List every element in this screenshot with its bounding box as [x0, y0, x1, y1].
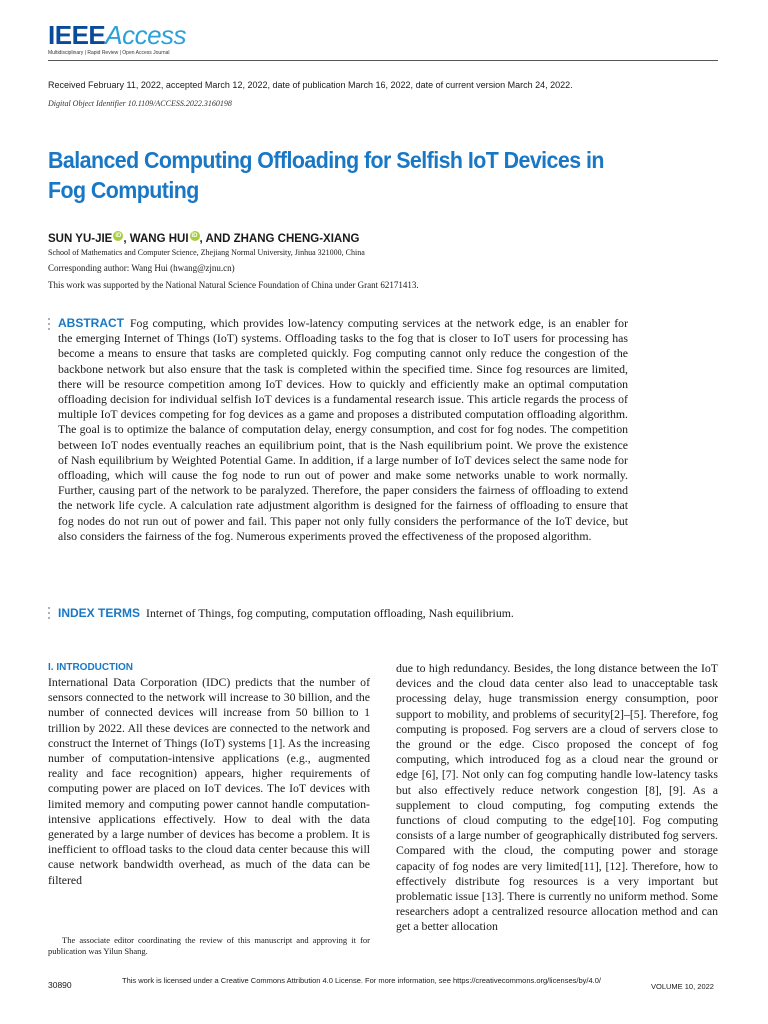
abstract-text: Fog computing, which provides low-latency computing services at the network edge, is an enabler for the emerging Internet of Things (IoT) systems. Offloading tasks to the fog that is closer to IoT users for processing has become a means to ensure that tasks are completed quickly. Fog computing cannot only reduce the congestion of the backbone network but also ensure that the task is completed within the specified time. Since fog resources are limited, there will be resource competition among IoT devices. How to quickly and efficiently make an optimal computation offloading decision for individual selfish IoT devices is a fundamental research issue. This article regards the process of multiple IoT devices competing for fog devices as a game and proposes a distributed computation offloading algorithm. The goal is to optimize the balance of computation delay, energy consumption, and cost for fog nodes. The competition between IoT nodes eventually reaches an equilibrium point, that is the Nash equilibrium point. We prove the existence of Nash equilibrium by Weighted Potential Game. In addition, if a large number of IoT devices select the same node for offloading, which will cause the fog node to run out of power and make some networks unable to work normally. Further, causing part of the network to be paralyzed. Therefore, the paper considers the fairness of offloading to extend the network life cycle. A calculation rate adjustment algorithm is designed for the fairness of offloading to ensure that fog nodes do not run out of power and fail. This paper not only fully considers the performance of the IoT device, but also considers the fairness of the fog. Numerous experiments proved the effectiveness of the proposed algorithm.: [58, 316, 628, 543]
index-terms-text: Internet of Things, fog computing, computation offloading, Nash equilibrium.: [146, 606, 514, 620]
intro-paragraph-left: International Data Corporation (IDC) predicts that the number of sensors connected to the network will increase to 30 billion, and the number of connected devices will increase from 50 billion to 1 trillion by 2022. All these devices are connected to the network and construct the Internet of Things (IoT) systems [1]. As the increasing number of computation-intensive applications (e.g., augmented reality and face recognition) appears, higher requirements of computing power are placed on IoT devices. The IoT devices with limited memory and computing power cannot handle computation-intensive applications effectively. How to deal with the data generated by a large number of devices has become a problem. It is inefficient to offload tasks to the cloud data center because this will cause network bandwidth overhead, as much of the data can be filtered: [48, 675, 370, 887]
author-name: WANG HUI: [129, 233, 189, 245]
orcid-icon[interactable]: iD: [115, 233, 122, 239]
section-heading: I. INTRODUCTION: [48, 662, 133, 673]
logo-wordmark: [48, 22, 186, 48]
journal-logo: [48, 22, 186, 56]
body-column-right: [396, 661, 718, 935]
doi-line[interactable]: Digital Object Identifier 10.1109/ACCESS.2022.3160198: [48, 99, 232, 108]
logo-ieee: IEEE: [48, 20, 106, 50]
abstract: [58, 316, 628, 544]
orcid-icon[interactable]: iD: [191, 233, 198, 239]
header-divider: [48, 60, 718, 61]
abstract-marker-icon: [48, 318, 52, 333]
index-terms-label: INDEX TERMS: [58, 606, 141, 620]
page-number: 30890: [48, 980, 72, 990]
volume-label: VOLUME 10, 2022: [651, 982, 714, 991]
index-terms-marker-icon: [48, 607, 52, 622]
author-name: , AND ZHANG CHENG-XIANG: [199, 233, 360, 245]
body-column-left: [48, 661, 370, 888]
received-dates: Received February 11, 2022, accepted March 12, 2022, date of publication March 16, 2022, date of current version March 24, 2022.: [48, 80, 573, 90]
funding-note: This work was supported by the National Natural Science Foundation of China under Grant 62171413.: [48, 280, 419, 290]
author-list: SUN YU-JIE iD , WANG HUI iD , AND ZHANG CHENG-XIANG: [48, 233, 360, 245]
index-terms: [58, 606, 514, 621]
abstract-label: ABSTRACT: [58, 316, 124, 330]
license-note[interactable]: This work is licensed under a Creative Commons Attribution 4.0 License. For more information, see https://creativecommons.org/licenses/by/4.0/: [122, 976, 601, 985]
logo-tagline: Multidisciplinary | Rapid Review | Open Access Journal: [48, 50, 170, 56]
editor-footnote: The associate editor coordinating the review of this manuscript and approving it for publication was Yilun Shang.: [48, 935, 370, 956]
logo-access: Access: [105, 20, 187, 50]
corresponding-author: Corresponding author: Wang Hui (hwang@zjnu.cn): [48, 263, 235, 273]
affiliation: School of Mathematics and Computer Science, Zhejiang Normal University, Jinhua 321000, China: [48, 248, 365, 257]
intro-paragraph-right: due to high redundancy. Besides, the long distance between the IoT devices and the cloud data center also lead to unacceptable task processing delay, huge transmission energy consumption, poor support to mobility, and problems of security[2]–[5]. Therefore, fog computing is proposed. Fog servers are a cloud of servers close to the ground or the edge. Cisco proposed the concept of fog computing, which introduced fog as a cloud near the ground or edge [6], [7]. Not only can fog computing handle low-latency tasks but also effectively reduce network congestion [8], [9]. As a supplement to cloud computing, fog computing extends the functions of cloud computing to the edge[10]. Fog computing consists of a large number of geographically distributed fog servers. Compared with the cloud, the computing power and storage capacity of fog nodes are very limited[11], [12]. Therefore, how to effectively distribute fog resources is a very important but problematic issue [13]. There is currently no uniform method. Some researchers adopt a centralized resource allocation method and can get a better allocation: [396, 661, 718, 934]
article-title: Balanced Computing Offloading for Selfish IoT Devices in Fog Computing: [48, 147, 604, 203]
author-name: SUN YU-JIE: [48, 233, 113, 245]
